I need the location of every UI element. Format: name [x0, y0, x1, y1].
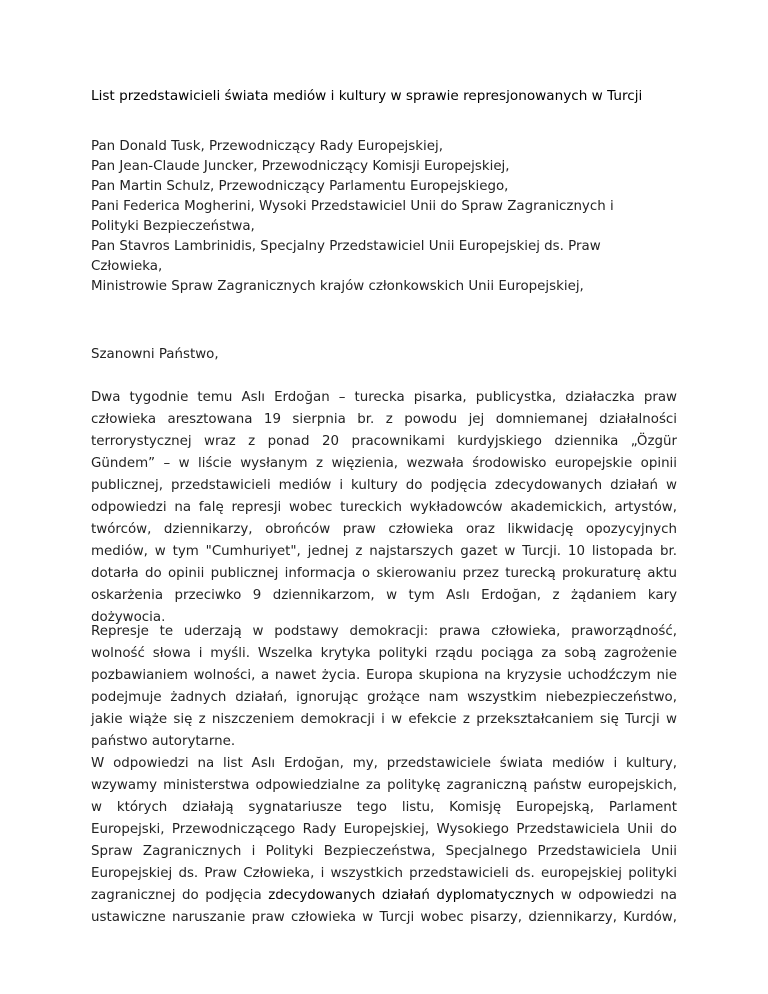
text-segment: zagranicznej do podjęcia [91, 888, 269, 903]
text-line: dożywocia. [91, 610, 166, 625]
text-line: oskarżenia przeciwko 9 dziennikarzom, w tym Aslı Erdoğan, z żądaniem kary [91, 588, 677, 603]
text-line: państwo autorytarne. [91, 734, 236, 749]
text-line: odpowiedzi na falę represji wobec tureckich wykładowców akademickich, artystów, [91, 500, 677, 515]
addressee-line: Polityki Bezpieczeństwa, [91, 219, 255, 234]
addressee-line: Pan Donald Tusk, Przewodniczący Rady Europejskiej, [91, 139, 443, 154]
text-line: dotarła do opinii publicznej informacja o skierowaniu przez turecką prokuraturę aktu [91, 566, 677, 581]
text-line: pozbawianiem wolności, a nawet życia. Europa skupiona na kryzysie uchodźczym nie [91, 668, 677, 683]
addressee-line: Człowieka, [91, 259, 163, 274]
text-segment: w odpowiedzi na [554, 888, 678, 903]
addressee-line: Pani Federica Mogherini, Wysoki Przedstawiciel Unii do Spraw Zagranicznych i [91, 199, 614, 214]
text-line: W odpowiedzi na list Aslı Erdoğan, my, przedstawiciele świata mediów i kultury, [91, 756, 677, 771]
salutation: Szanowni Państwo, [91, 347, 219, 362]
paragraph-1 [91, 387, 677, 629]
text-line: Europejski, Przewodniczącego Rady Europejskiej, Wysokiego Przedstawiciela Unii do [91, 822, 677, 837]
text-line: Gündem” – w liście wysłanym z więzienia, wezwała środowisko europejskie opinii [91, 456, 677, 471]
emphasized-phrase: zdecydowanych działań dyplomatycznych [268, 888, 555, 903]
text-line: terrorystycznej wraz z ponad 20 pracownikami kurdyjskiego dziennika „Özgür [91, 434, 677, 449]
text-line: Dwa tygodnie temu Aslı Erdoğan – turecka pisarka, publicystka, działaczka praw [91, 390, 677, 405]
document-title: List przedstawicieli świata mediów i kultury w sprawie represjonowanych w Turcji [91, 88, 643, 104]
text-line: jakie wiąże się z niszczeniem demokracji i w efekcie z przekształcaniem się Turcji w [91, 712, 677, 727]
text-line: człowieka aresztowana 19 sierpnia br. z powodu jej domniemanej działalności [91, 412, 677, 427]
paragraph-2 [91, 621, 677, 753]
text-line: Europejskiej ds. Praw Człowieka, i wszystkich przedstawicieli ds. europejskiej polityki [91, 866, 677, 881]
addressee-line: Pan Stavros Lambrinidis, Specjalny Przedstawiciel Unii Europejskiej ds. Praw [91, 239, 601, 254]
addressee-line: Ministrowie Spraw Zagranicznych krajów członkowskich Unii Europejskiej, [91, 279, 584, 294]
text-line: Represje te uderzają w podstawy demokracji: prawa człowieka, praworządność, [91, 624, 677, 639]
text-line: Spraw Zagranicznych i Polityki Bezpieczeństwa, Specjalnego Przedstawiciela Unii [91, 844, 677, 859]
text-line: ustawiczne naruszanie praw człowieka w Turcji wobec pisarzy, dziennikarzy, Kurdów, [91, 910, 677, 925]
text-line: wzywamy ministerstwa odpowiedzialne za politykę zagraniczną państw europejskich, [91, 778, 677, 793]
text-line: w których działają sygnatariusze tego listu, Komisję Europejską, Parlament [91, 800, 677, 815]
addressee-line: Pan Jean-Claude Juncker, Przewodniczący Komisji Europejskiej, [91, 159, 510, 174]
text-line: podejmuje żadnych działań, ignorując grożące nam wszystkim niebezpieczeństwo, [91, 690, 677, 705]
text-line: publicznej, przedstawicieli mediów i kultury do podjęcia zdecydowanych działań w [91, 478, 677, 493]
text-line: wolność słowa i myśli. Wszelka krytyka polityki rządu pociąga za sobą zagrożenie [91, 646, 677, 661]
text-line [91, 885, 677, 907]
addressee-list [91, 137, 677, 297]
addressee-line: Pan Martin Schulz, Przewodniczący Parlamentu Europejskiego, [91, 179, 509, 194]
paragraph-3 [91, 753, 677, 929]
text-line: mediów, w tym "Cumhuriyet", jednej z najstarszych gazet w Turcji. 10 listopada br. [91, 544, 677, 559]
text-line: twórców, dziennikarzy, obrońców praw człowieka oraz likwidację opozycyjnych [91, 522, 677, 537]
